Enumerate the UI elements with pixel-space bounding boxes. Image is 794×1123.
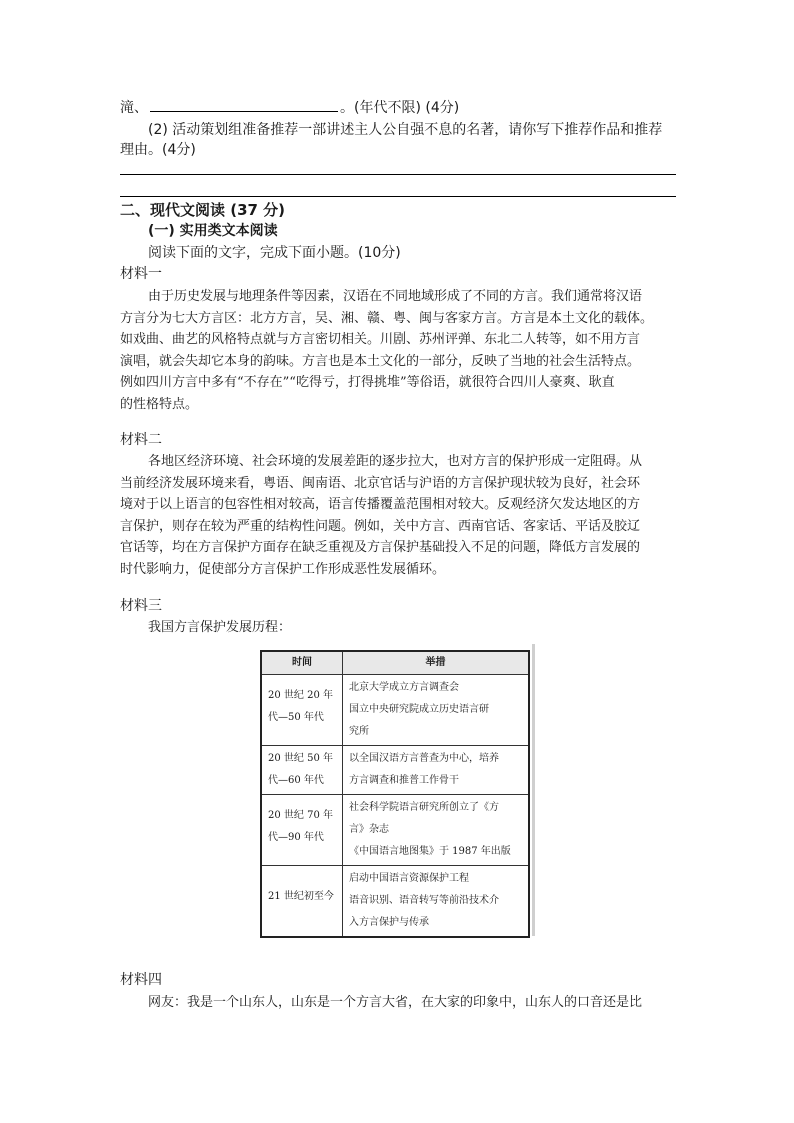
material-1-line: 如戏曲、曲艺的风格特点就与方言密切相关。川剧、苏州评弹、东北二人转等，如不用方言	[120, 332, 641, 348]
time-line: 代—60 年代	[268, 775, 324, 786]
blank-prefix: 滝、	[120, 100, 148, 116]
material-4-label: 材料四	[120, 972, 162, 988]
answer-rule-1[interactable]	[120, 174, 676, 175]
table-row	[261, 866, 529, 938]
measure-line: 国立中央研究院成立历史语言研	[349, 704, 489, 715]
time-cell	[261, 675, 343, 746]
material-1-line: 演唱，就会失却它本身的韵味。方言也是本土文化的一部分，反映了当地的社会生活特点。	[120, 353, 641, 369]
measure-line: 以全国汉语方言普查为中心，培养	[349, 753, 499, 764]
material-2-line: 时代影响力，促使部分方言保护工作形成恶性发展循环。	[120, 561, 446, 577]
time-cell	[261, 795, 343, 866]
measures-cell	[343, 866, 530, 938]
material-1-line: 由于历史发展与地理条件等因素，汉语在不同地域形成了不同的方言。我们通常将汉语	[148, 289, 643, 304]
material-1-label: 材料一	[120, 266, 162, 282]
material-3-intro: 我国方言保护发展历程：	[148, 620, 292, 635]
table-row	[261, 795, 529, 866]
measure-line: 启动中国语言资源保护工程	[349, 873, 469, 884]
material-2-body	[120, 451, 676, 581]
header-time: 时间	[261, 651, 343, 675]
blank-suffix: 。(年代不限) (4分)	[340, 100, 460, 116]
time-line: 21 世纪初至今	[268, 891, 334, 902]
material-4-line: 网友：我是一个山东人，山东是一个方言大省，在大家的印象中，山东人的口音还是比	[148, 995, 643, 1010]
material-2-line: 各地区经济环境、社会环境的发展差距的逐步拉大，也对方言的保护形成一定阻碍。从	[148, 454, 643, 469]
measure-line: 语音识别、语音转写等前沿技术介	[349, 895, 499, 906]
measure-line: 究所	[349, 726, 369, 737]
measures-cell	[343, 746, 530, 795]
material-4-body	[120, 992, 676, 1014]
material-2-line: 言保护，则存在较为严重的结构性问题。例如，关中方言、西南官话、客家话、平话及胶辽	[120, 518, 641, 534]
time-cell	[261, 866, 343, 938]
time-line: 20 世纪 70 年	[268, 810, 333, 821]
measures-cell	[343, 795, 530, 866]
time-cell	[261, 746, 343, 795]
measure-line: 社会科学院语言研究所创立了《方	[349, 802, 499, 813]
time-line: 20 世纪 50 年	[268, 753, 333, 764]
material-1-body	[120, 286, 676, 416]
measures-cell	[343, 675, 530, 746]
material-1-line: 方言分为七大方言区：北方方言，吴、湘、赣、粤、闽与客家方言。方言是本土文化的载体。	[120, 310, 654, 326]
table-header-row	[261, 651, 529, 675]
measure-line: 方言调查和推普工作骨干	[349, 775, 459, 786]
section-2-subtitle: (一) 实用类文本阅读	[148, 223, 278, 239]
material-1-line: 的性格特点。	[120, 396, 199, 412]
fill-blank-line	[120, 97, 676, 118]
question-2-line1: (2) 活动策划组准备推荐一部讲述主人公自强不息的名著，请你写下推荐作品和推荐	[148, 122, 663, 138]
material-2-label: 材料二	[120, 432, 162, 448]
measure-line: 北京大学成立方言调查会	[349, 682, 459, 693]
material-3-label: 材料三	[120, 598, 162, 614]
answer-blank[interactable]	[150, 97, 338, 112]
measure-line: 言》杂志	[349, 824, 389, 835]
answer-rule-2[interactable]	[120, 196, 676, 197]
time-line: 代—90 年代	[268, 832, 324, 843]
header-measures: 举措	[343, 651, 530, 675]
time-line: 代—50 年代	[268, 712, 324, 723]
time-line: 20 世纪 20 年	[268, 690, 333, 701]
material-1-line: 例如四川方言中多有“不存在”“吃得亏，打得挑堆”等俗语，就很符合四川人豪爽、耿直	[120, 375, 615, 391]
table-row	[261, 746, 529, 795]
table-row	[261, 675, 529, 746]
material-2-line: 当前经济发展环境来看，粤语、闽南语、北京官话与沪语的方言保护现状较为良好，社会环	[120, 475, 641, 491]
dialect-history-table	[260, 650, 530, 938]
table-shadow	[532, 644, 535, 936]
measure-line: 《中国语言地图集》于 1987 年出版	[349, 846, 511, 857]
section-instruction: 阅读下面的文字，完成下面小题。(10分)	[148, 245, 401, 261]
measure-line: 入方言保护与传承	[349, 917, 429, 928]
material-2-line: 境对于以上语言的包容性相对较高，语言传播覆盖范围相对较大。反观经济欠发达地区的方	[120, 497, 641, 513]
question-2-line2: 理由。(4分)	[120, 142, 196, 158]
material-2-line: 官话等，均在方言保护方面存在缺乏重视及方言保护基础投入不足的问题，降低方言发展的	[120, 540, 641, 556]
section-2-title: 二、现代文阅读 (37 分)	[120, 201, 286, 219]
